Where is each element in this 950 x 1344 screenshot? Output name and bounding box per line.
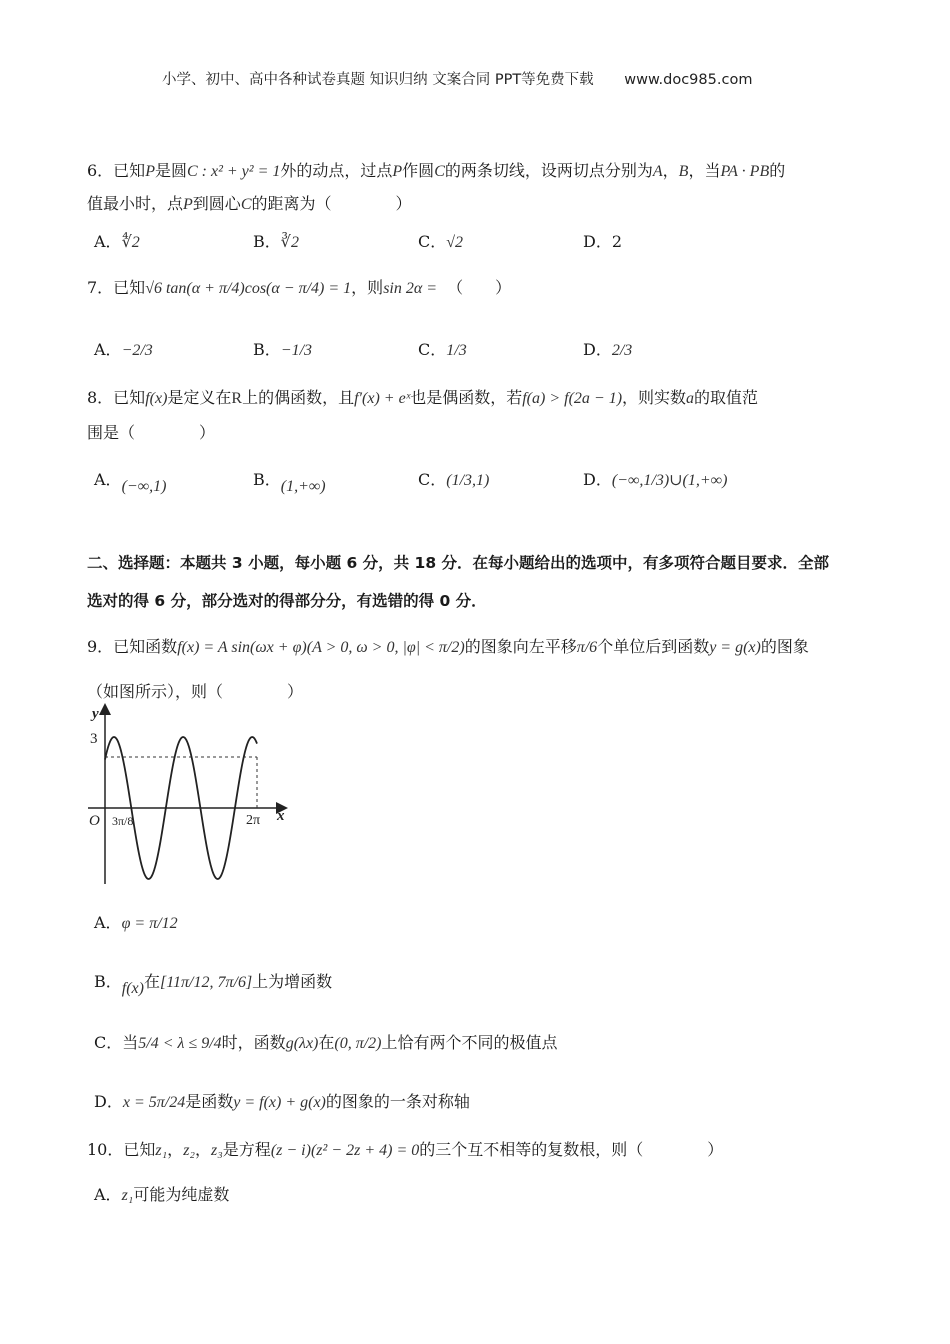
- math-shift: π/6: [576, 639, 598, 656]
- q10-text: ，: [167, 1140, 184, 1159]
- q8-text: ，则实数: [622, 388, 687, 407]
- y-axis-label: y: [92, 706, 99, 722]
- header-text: 小学、初中、高中各种试卷真题 知识归纳 文案合同 PPT等免费下载: [162, 72, 594, 88]
- q9-text: 的图象向左平移: [464, 637, 577, 656]
- q6-text: 的: [769, 161, 786, 180]
- q8-text: 上的偶函数，且: [242, 388, 355, 407]
- math-p: P: [145, 163, 155, 180]
- section-2-text: 选对的得 6 分，部分选对的得部分分，有选错的得 0 分．: [87, 592, 487, 610]
- q9-option-c[interactable]: [94, 1030, 558, 1053]
- option-value: ∛2: [280, 234, 299, 251]
- option-label: A．: [94, 232, 122, 251]
- math-fx: f(x): [121, 980, 144, 997]
- option-label: C．: [418, 470, 447, 489]
- math-z2: z₂: [183, 1142, 195, 1159]
- q8-option-a[interactable]: [94, 467, 167, 495]
- q8-text: 的取值范: [694, 388, 759, 407]
- q6-text: 外的动点，过点: [280, 161, 393, 180]
- math-equation: (z − i)(z² − 2z + 4) = 0: [270, 1142, 420, 1159]
- option-value: φ = π/12: [121, 915, 178, 932]
- q6-option-d[interactable]: [583, 229, 622, 252]
- q8-text: 8．已知: [87, 388, 146, 407]
- q6-text: ，当: [688, 161, 721, 180]
- math-circle-eq: C : x² + y² = 1: [186, 163, 281, 180]
- option-text: 的图象的一条对称轴: [325, 1092, 470, 1111]
- option-label: A．: [94, 470, 122, 489]
- option-text: 在: [143, 972, 160, 991]
- q6-text: 是圆: [154, 161, 187, 180]
- option-text: 上恰有两个不同的极值点: [381, 1033, 558, 1052]
- q8-text: 围是（ ）: [87, 423, 216, 442]
- q10-text: 是方程: [222, 1140, 271, 1159]
- q10-line: [87, 1139, 723, 1162]
- q6-text: 值最小时，点: [87, 194, 184, 213]
- math-c: C: [434, 163, 445, 180]
- q6-option-c[interactable]: [418, 229, 463, 252]
- math-sin2a: sin 2α =: [383, 280, 438, 297]
- q7-line: [87, 277, 511, 300]
- q9-text: 的图象: [760, 637, 809, 656]
- option-label: B．: [253, 470, 281, 489]
- option-value: (1/3,1): [446, 472, 490, 489]
- q7-text: ，则: [351, 278, 384, 297]
- q9-line1: [87, 636, 809, 659]
- math-lambda-range: 5/4 < λ ≤ 9/4: [138, 1035, 222, 1052]
- option-text: 是函数: [185, 1092, 234, 1111]
- option-value: −2/3: [121, 342, 153, 359]
- option-value: 2: [611, 232, 623, 251]
- q9-text: （如图所示），则（ ）: [87, 682, 304, 701]
- q6-option-b[interactable]: [253, 229, 299, 252]
- q7-text: 7．已知: [87, 278, 146, 297]
- math-interval: [11π/12, 7π/6]: [159, 974, 253, 991]
- option-value: (−∞,1/3)∪(1,+∞): [611, 472, 728, 489]
- math-p: P: [183, 196, 193, 213]
- math-r: R: [231, 390, 243, 407]
- math-a: a: [686, 390, 695, 407]
- math-x-value: x = 5π/24: [122, 1094, 186, 1111]
- q7-text: （ ）: [447, 278, 512, 297]
- option-text: 可能为纯虚数: [133, 1185, 230, 1204]
- option-label: B．: [253, 232, 281, 251]
- q6-line2: [87, 193, 412, 216]
- math-z3: z₃: [211, 1142, 223, 1159]
- math-conditions: (A > 0, ω > 0, |φ| < π/2): [306, 639, 465, 656]
- math-derivative: f′(x) + eˣ: [354, 390, 411, 407]
- q8-line2: [87, 422, 215, 444]
- page-header: [162, 68, 752, 89]
- q9-option-a[interactable]: [94, 910, 178, 933]
- option-label: C．: [418, 340, 447, 359]
- option-label: B．: [253, 340, 281, 359]
- q9-option-b[interactable]: [94, 969, 333, 997]
- option-label: A．: [94, 913, 122, 932]
- x-tick-2pi: 2π: [246, 813, 261, 828]
- q9-graph: [80, 700, 300, 890]
- q9-text: 9．已知函数: [87, 637, 178, 656]
- math-func-f: f(x) = A sin(ωx + φ): [177, 639, 307, 656]
- q8-option-d[interactable]: [583, 467, 727, 490]
- option-value: 2/3: [611, 342, 633, 359]
- q7-option-b[interactable]: [253, 337, 312, 360]
- option-label: D．: [583, 470, 612, 489]
- math-interval: (0, π/2): [334, 1035, 382, 1052]
- q6-text: 的两条切线，设两切点分别为: [444, 161, 653, 180]
- q8-line1: [87, 387, 758, 410]
- option-label: A．: [94, 1185, 122, 1204]
- option-value: (−∞,1): [121, 478, 167, 495]
- section-2-text: 二、选择题：本题共 3 小题，每小题 6 分，共 18 分．在每小题给出的选项中，有多项符合题目要求．全部: [87, 554, 830, 572]
- q10-text: 10．已知: [87, 1140, 156, 1159]
- math-dot-product: PA · PB: [720, 163, 770, 180]
- q6-text: 到圆心: [192, 194, 241, 213]
- q7-option-d[interactable]: [583, 337, 632, 360]
- math-b: B: [678, 163, 689, 180]
- q8-text: 是定义在: [167, 388, 232, 407]
- q8-option-c[interactable]: [418, 467, 489, 490]
- section-2-heading: [87, 551, 829, 573]
- q8-text: 也是偶函数，若: [410, 388, 523, 407]
- option-text: 时，函数: [221, 1033, 286, 1052]
- math-g-lambda: g(λx): [285, 1035, 319, 1052]
- q10-text: ，: [194, 1140, 211, 1159]
- option-label: A．: [94, 340, 122, 359]
- q10-option-a[interactable]: [94, 1182, 229, 1205]
- y-tick-3: 3: [90, 731, 98, 747]
- option-label: D．: [583, 340, 612, 359]
- x-axis-label: x: [277, 808, 285, 824]
- option-text: 在: [318, 1033, 335, 1052]
- option-label: D．: [583, 232, 612, 251]
- q7-option-a[interactable]: [94, 337, 153, 360]
- math-z1: z₁: [121, 1187, 134, 1204]
- option-value: 1/3: [446, 342, 467, 359]
- math-q7-expr: √6 tan(α + π/4)cos(α − π/4) = 1: [145, 280, 352, 297]
- math-z1: z₁: [155, 1142, 168, 1159]
- option-value: (1,+∞): [280, 478, 326, 495]
- option-text: 上为增函数: [252, 972, 333, 991]
- math-p: P: [392, 163, 403, 180]
- q6-text: 6．已知: [87, 161, 146, 180]
- math-fx: f(x): [145, 390, 168, 407]
- option-value: √2: [446, 234, 464, 251]
- math-c: C: [240, 196, 252, 213]
- x-tick-3pi-8: 3π/8: [112, 814, 134, 828]
- option-value: ∜2: [121, 234, 140, 251]
- q10-text: 的三个互不相等的复数根，则（ ）: [419, 1140, 724, 1159]
- q8-option-b[interactable]: [253, 467, 326, 495]
- header-url: www.doc985.com: [624, 72, 753, 88]
- option-label: C．: [418, 232, 447, 251]
- q6-text: 作圆: [402, 161, 435, 180]
- option-value: −1/3: [280, 342, 313, 359]
- q9-option-d[interactable]: [94, 1089, 470, 1112]
- q6-line1: [87, 160, 785, 183]
- q6-text: 的距离为（ ）: [251, 194, 412, 213]
- q6-option-a[interactable]: [94, 229, 140, 252]
- section-2-heading-cont: [87, 589, 487, 611]
- option-label: B．: [94, 972, 122, 991]
- origin-label: O: [89, 813, 100, 829]
- option-text: 当: [122, 1033, 139, 1052]
- math-sum-func: y = f(x) + g(x): [233, 1094, 326, 1111]
- q7-option-c[interactable]: [418, 337, 467, 360]
- option-label: D．: [94, 1092, 123, 1111]
- option-label: C．: [94, 1033, 123, 1052]
- q9-text: 个单位后到函数: [597, 637, 710, 656]
- math-gx: y = g(x): [709, 639, 761, 656]
- math-inequality: f(a) > f(2a − 1): [522, 390, 623, 407]
- math-a: A: [652, 163, 663, 180]
- q6-text: ，: [662, 161, 679, 180]
